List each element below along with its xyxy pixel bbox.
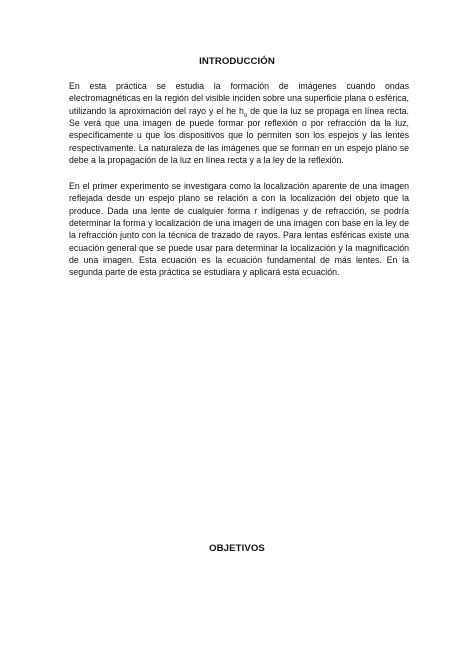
intro-paragraph-1-text-a: En esta práctica se estudia la formación de imágenes cuando ondas electromagnéticas en la región del visible inciden sobre una superficie plana o esférica, utilizando la aproximación del rayo y el he h bbox=[69, 81, 409, 116]
intro-paragraph-1 bbox=[69, 80, 409, 166]
heading-introduccion: INTRODUCCIÓN bbox=[199, 56, 275, 67]
intro-paragraph-1-text-b: de que la luz se propaga en línea recta. Se verá que una imagen de puede formar por reflexión o por refracción da la luz, específicamente u que los dispositivos que lo permiten son los espejos y las lentes respectivamente. La naturaleza de las imágenes que se forman en un espejo plano se debe a la propagación de la luz en línea recta y a la ley de la reflexión. bbox=[69, 105, 409, 166]
heading-objetivos: OBJETIVOS bbox=[209, 543, 265, 554]
intro-paragraph-1-subscript: o bbox=[243, 112, 248, 119]
intro-paragraph-2: En el primer experimento se investigara como la localización aparente de una imagen reflejada desde un espejo plano se relación a con la localización del objeto que la produce. Dada una lente de cualquier forma r indígenas y de refracción, se podría determinar la forma y localización de una imagen de una imagen con base en la ley de la refracción junto con la técnica de trazado de rayos. Para lentas esféricas existe una ecuación general que se puede usar para determinar la localización y la magnificación de una imagen. Esta ecuación es la ecuación fundamental de más lentes. En la segunda parte de esta práctica se estudiara y aplicará esta ecuación. bbox=[69, 181, 409, 278]
